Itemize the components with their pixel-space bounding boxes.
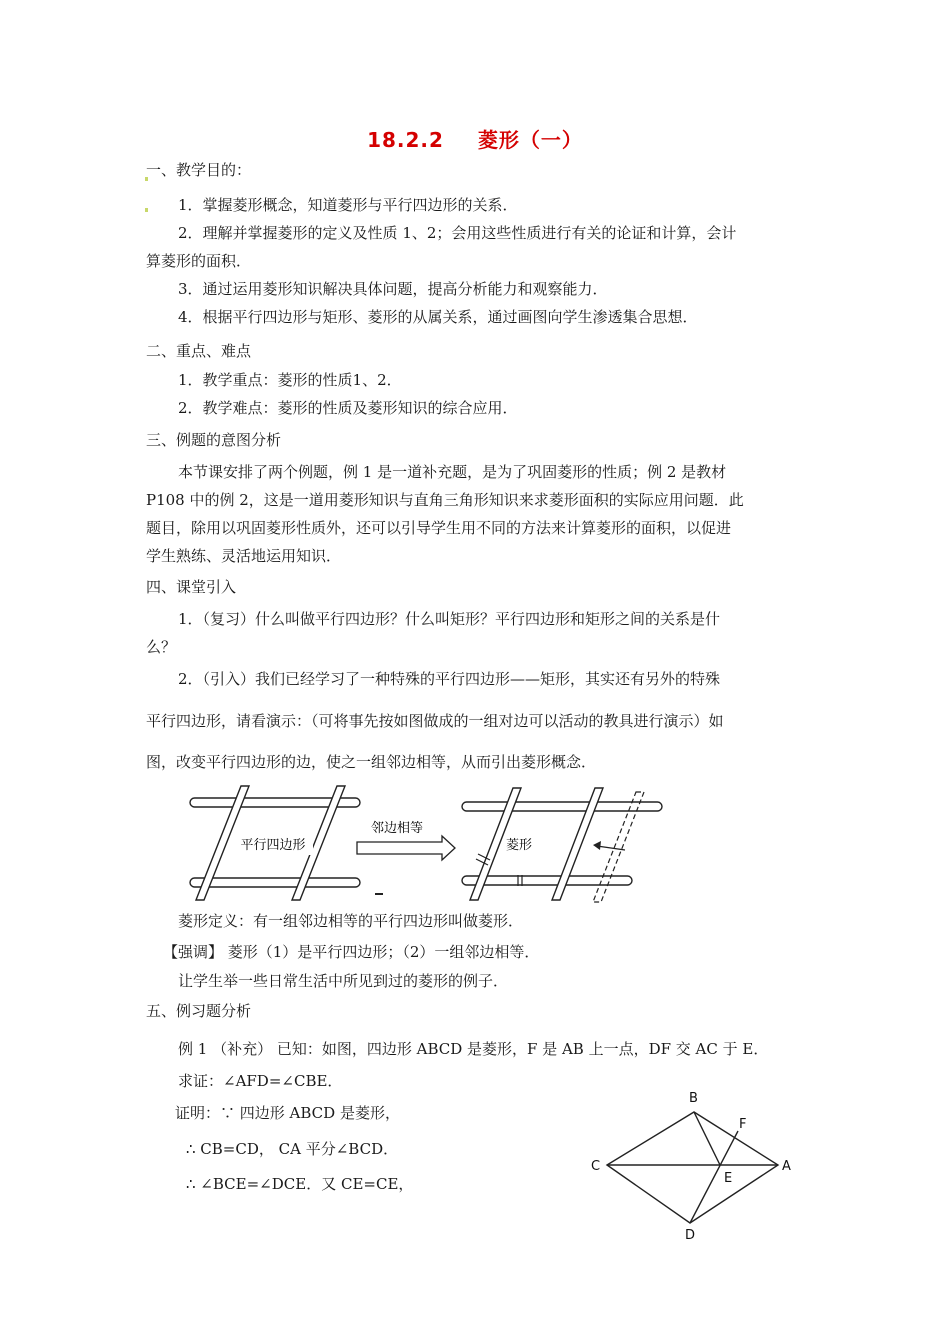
intent-line-4: 学生熟练、灵活地运用知识． (146, 547, 342, 565)
proof-line-1: 证明：∵ 四边形 ABCD 是菱形， (175, 1104, 400, 1122)
section-heading-1: 一、教学目的： (146, 161, 252, 179)
label-f: F (739, 1117, 747, 1132)
keypoint-2: 2．教学难点：菱形的性质及菱形知识的综合应用． (178, 399, 518, 417)
goal-3: 3．通过运用菱形知识解决具体问题，提高分析能力和观察能力． (178, 280, 608, 298)
label-c: C (591, 1159, 601, 1174)
proof-line-2: ∴ CB=CD， CA 平分∠BCD． (186, 1140, 399, 1158)
goal-2: 2．理解并掌握菱形的定义及性质 1、2；会用这些性质进行有关的论证和计算，会计 (178, 224, 737, 242)
bottom-bar (462, 876, 632, 885)
goal-2-cont: 算菱形的面积． (146, 252, 252, 270)
examples-prompt: 让学生举一些日常生活中所见到过的菱形的例子． (178, 972, 509, 990)
title-name: 菱形（一） (477, 128, 583, 152)
intro-line-3: 2．（引入）我们已经学习了一种特殊的平行四边形——矩形，其实还有另外的特殊 (178, 670, 721, 688)
title-number: 18.2.2 (367, 128, 444, 152)
bottom-bar (190, 878, 360, 887)
intent-line-1: 本节课安排了两个例题，例 1 是一道补充题，是为了巩固菱形的性质；例 2 是教材 (178, 463, 727, 481)
section-heading-5: 五、例习题分析 (146, 1002, 252, 1020)
rhombus-label: 菱形 (505, 838, 533, 853)
page-title (0, 124, 950, 153)
intent-line-3: 题目，除用以巩固菱形性质外，还可以引导学生用不同的方法来计算菱形的面积，以促进 (146, 519, 732, 537)
goal-4: 4．根据平行四边形与矩形、菱形的从属关系，通过画图向学生渗透集合思想． (178, 308, 698, 326)
rhombus-demo-figure (185, 780, 665, 905)
proof-line-3: ∴ ∠BCE=∠DCE．又 CE=CE， (186, 1175, 414, 1193)
rhombus-outline (607, 1112, 778, 1223)
intro-line-2: 么？ (146, 638, 177, 656)
emphasis-line: 【强调】 菱形（1）是平行四边形；（2）一组邻边相等． (163, 943, 540, 961)
intent-line-2: P108 中的例 2，这是一道用菱形知识与直角三角形知识来求菱形面积的实际应用问题．此 (146, 491, 744, 509)
intro-line-5: 图，改变平行四边形的边，使之一组邻边相等，从而引出菱形概念． (146, 753, 597, 771)
move-arrow-icon (597, 846, 625, 850)
goal-1: 1．掌握菱形概念，知道菱形与平行四边形的关系． (178, 196, 518, 214)
small-mark (375, 893, 383, 901)
arrow-label: 邻边相等 (370, 821, 424, 836)
label-a: A (782, 1159, 791, 1174)
arrow-right-icon (357, 836, 455, 860)
rhombus-abcd-figure (585, 1085, 805, 1247)
marker-dot (145, 208, 148, 212)
arrow-head-icon (593, 841, 601, 850)
keypoint-1: 1．教学重点：菱形的性质1、2． (178, 371, 402, 389)
parallelogram-label: 平行四边形 (240, 838, 306, 853)
label-b: B (689, 1091, 698, 1106)
intro-line-4: 平行四边形，请看演示：（可将事先按如图做成的一组对边可以活动的教具进行演示）如 (146, 712, 724, 730)
section-heading-4: 四、课堂引入 (146, 578, 237, 596)
section-heading-3: 三、例题的意图分析 (146, 431, 282, 449)
example-statement: 例 1 （补充） 已知：如图，四边形 ABCD 是菱形，F 是 AB 上一点，DF 交 AC 于 E． (178, 1040, 769, 1058)
label-e: E (724, 1171, 733, 1186)
label-d: D (685, 1228, 696, 1243)
example-to-prove: 求证：∠AFD=∠CBE． (178, 1072, 343, 1090)
intro-line-1: 1．（复习）什么叫做平行四边形？什么叫矩形？平行四边形和矩形之间的关系是什 (178, 610, 721, 628)
definition-line: 菱形定义：有一组邻边相等的平行四边形叫做菱形． (178, 912, 524, 930)
section-heading-2: 二、重点、难点 (146, 342, 252, 360)
